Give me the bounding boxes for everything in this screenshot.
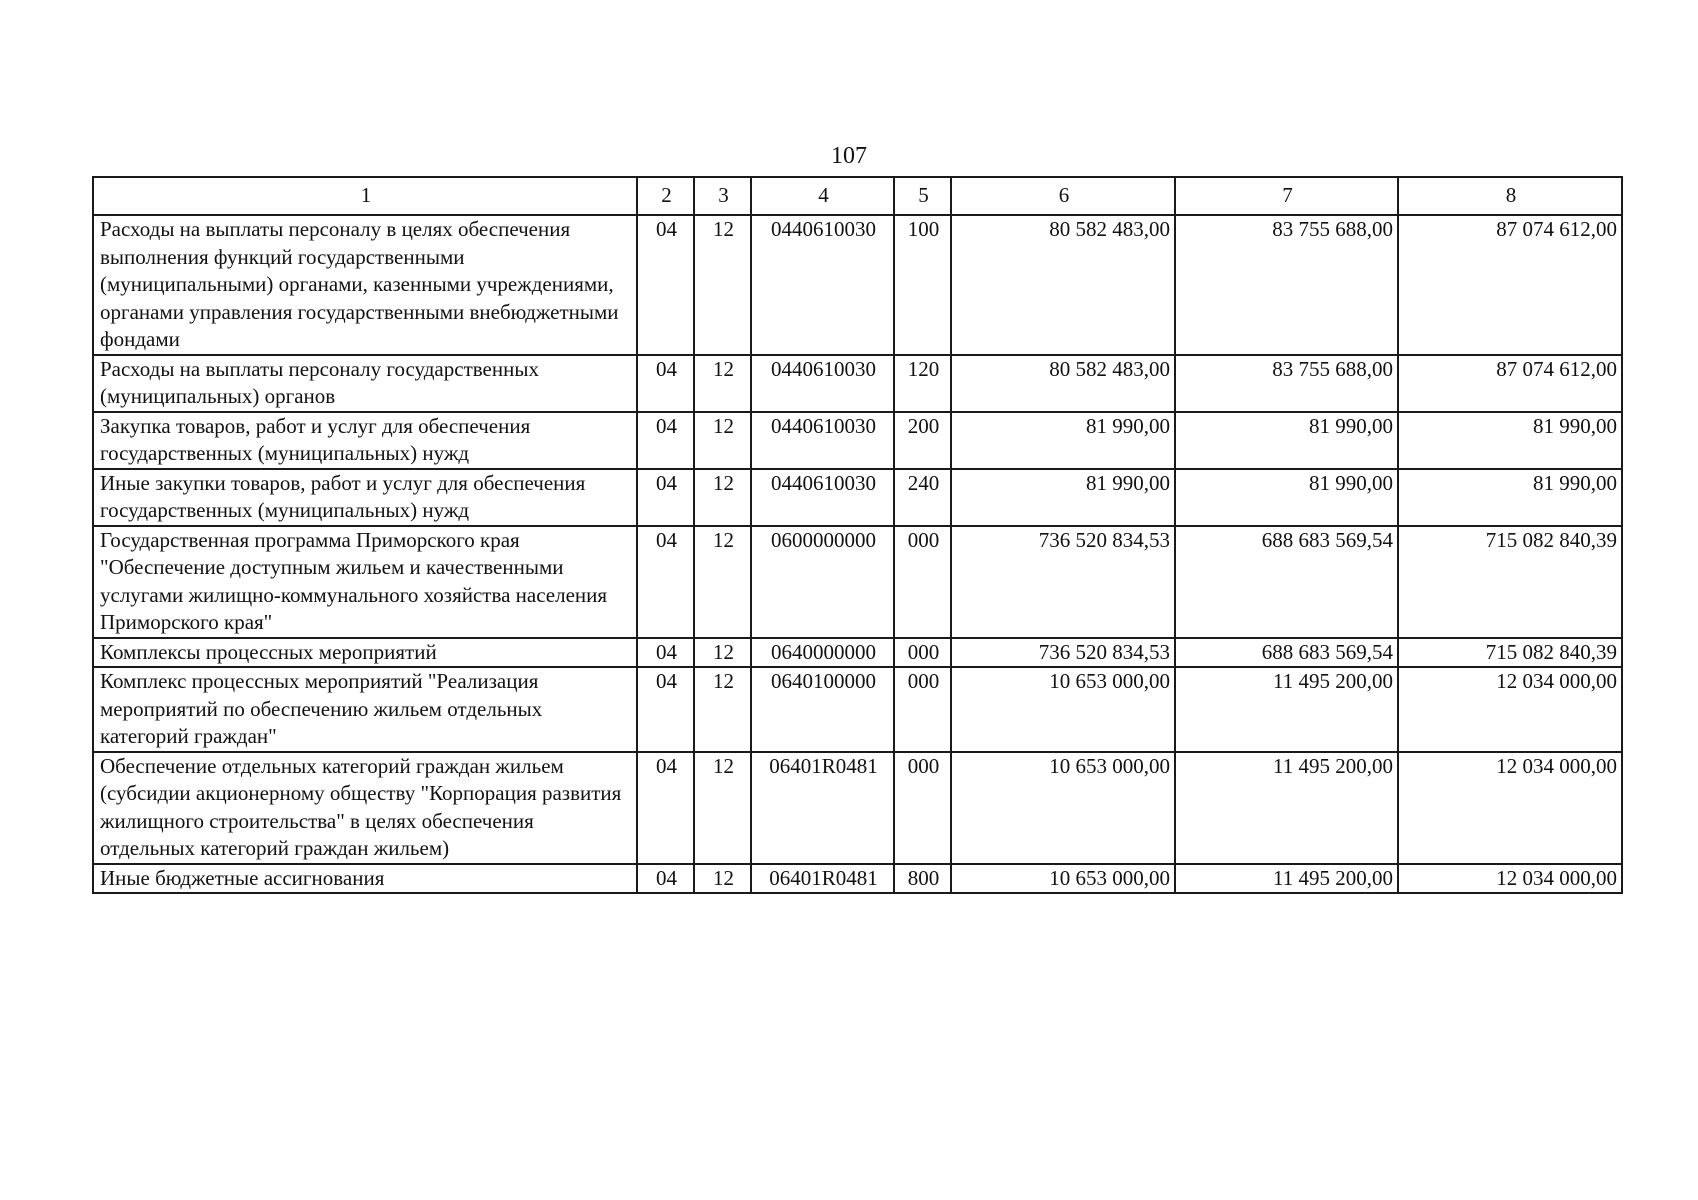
- subsection-code: 12: [694, 355, 751, 412]
- target-article-code: 06401R0481: [751, 864, 894, 894]
- expense-type-code: 120: [894, 355, 951, 412]
- column-header: 3: [694, 177, 751, 215]
- subsection-code: 12: [694, 638, 751, 668]
- table-row: [93, 355, 1622, 412]
- expense-name: Иные закупки товаров, работ и услуг для обеспечения государственных (муниципальных) нужд: [93, 469, 637, 526]
- expense-name: Закупка товаров, работ и услуг для обеспечения государственных (муниципальных) нужд: [93, 412, 637, 469]
- column-header: 7: [1175, 177, 1398, 215]
- amount-col7: 11 495 200,00: [1175, 864, 1398, 894]
- subsection-code: 12: [694, 469, 751, 526]
- table-row: [93, 215, 1622, 355]
- subsection-code: 12: [694, 526, 751, 638]
- expense-name: Комплекс процессных мероприятий "Реализация мероприятий по обеспечению жильем отдельных категорий граждан": [93, 667, 637, 752]
- column-header: 8: [1398, 177, 1622, 215]
- column-header: 6: [951, 177, 1175, 215]
- expense-name: Государственная программа Приморского края "Обеспечение доступным жильем и качественными услугами жилищно-коммунального хозяйства населения Приморского края": [93, 526, 637, 638]
- target-article-code: 0600000000: [751, 526, 894, 638]
- target-article-code: 0440610030: [751, 412, 894, 469]
- amount-col7: 688 683 569,54: [1175, 638, 1398, 668]
- target-article-code: 0640000000: [751, 638, 894, 668]
- column-number-row: [93, 177, 1622, 215]
- subsection-code: 12: [694, 412, 751, 469]
- expense-type-code: 000: [894, 752, 951, 864]
- table-row: [93, 526, 1622, 638]
- section-code: 04: [637, 215, 694, 355]
- target-article-code: 0440610030: [751, 469, 894, 526]
- amount-col6: 736 520 834,53: [951, 638, 1175, 668]
- section-code: 04: [637, 526, 694, 638]
- amount-col7: 11 495 200,00: [1175, 667, 1398, 752]
- page-number: 107: [831, 143, 867, 169]
- expense-type-code: 800: [894, 864, 951, 894]
- amount-col8: 87 074 612,00: [1398, 355, 1622, 412]
- table-row: [93, 667, 1622, 752]
- table-row: [93, 864, 1622, 894]
- expense-type-code: 000: [894, 638, 951, 668]
- table-row: [93, 752, 1622, 864]
- amount-col6: 80 582 483,00: [951, 355, 1175, 412]
- section-code: 04: [637, 469, 694, 526]
- expense-type-code: 240: [894, 469, 951, 526]
- target-article-code: 0440610030: [751, 215, 894, 355]
- section-code: 04: [637, 667, 694, 752]
- amount-col7: 81 990,00: [1175, 469, 1398, 526]
- amount-col8: 715 082 840,39: [1398, 638, 1622, 668]
- section-code: 04: [637, 864, 694, 894]
- table-row: [93, 469, 1622, 526]
- column-header: 2: [637, 177, 694, 215]
- amount-col8: 715 082 840,39: [1398, 526, 1622, 638]
- subsection-code: 12: [694, 215, 751, 355]
- expense-type-code: 000: [894, 526, 951, 638]
- table-row: [93, 412, 1622, 469]
- target-article-code: 0640100000: [751, 667, 894, 752]
- expense-type-code: 000: [894, 667, 951, 752]
- amount-col6: 10 653 000,00: [951, 752, 1175, 864]
- column-header: 1: [93, 177, 637, 215]
- amount-col7: 11 495 200,00: [1175, 752, 1398, 864]
- amount-col7: 81 990,00: [1175, 412, 1398, 469]
- section-code: 04: [637, 412, 694, 469]
- section-code: 04: [637, 752, 694, 864]
- amount-col6: 10 653 000,00: [951, 667, 1175, 752]
- amount-col7: 83 755 688,00: [1175, 355, 1398, 412]
- section-code: 04: [637, 638, 694, 668]
- expense-name: Расходы на выплаты персоналу государственных (муниципальных) органов: [93, 355, 637, 412]
- amount-col6: 81 990,00: [951, 469, 1175, 526]
- target-article-code: 06401R0481: [751, 752, 894, 864]
- expense-name: Обеспечение отдельных категорий граждан жильем (субсидии акционерному обществу "Корпорация развития жилищного строительства" в целях обеспечения отдельных категорий граждан жильем): [93, 752, 637, 864]
- subsection-code: 12: [694, 752, 751, 864]
- subsection-code: 12: [694, 667, 751, 752]
- amount-col7: 688 683 569,54: [1175, 526, 1398, 638]
- amount-col8: 12 034 000,00: [1398, 667, 1622, 752]
- amount-col6: 80 582 483,00: [951, 215, 1175, 355]
- amount-col8: 87 074 612,00: [1398, 215, 1622, 355]
- target-article-code: 0440610030: [751, 355, 894, 412]
- expense-type-code: 100: [894, 215, 951, 355]
- amount-col8: 12 034 000,00: [1398, 864, 1622, 894]
- amount-col8: 12 034 000,00: [1398, 752, 1622, 864]
- expense-name: Иные бюджетные ассигнования: [93, 864, 637, 894]
- amount-col6: 81 990,00: [951, 412, 1175, 469]
- budget-table: [92, 176, 1623, 894]
- amount-col6: 736 520 834,53: [951, 526, 1175, 638]
- subsection-code: 12: [694, 864, 751, 894]
- amount-col8: 81 990,00: [1398, 469, 1622, 526]
- column-header: 4: [751, 177, 894, 215]
- section-code: 04: [637, 355, 694, 412]
- column-header: 5: [894, 177, 951, 215]
- table-row: [93, 638, 1622, 668]
- amount-col6: 10 653 000,00: [951, 864, 1175, 894]
- amount-col8: 81 990,00: [1398, 412, 1622, 469]
- expense-name: Расходы на выплаты персоналу в целях обеспечения выполнения функций государственными (муниципальными) органами, казенными учреждениями, органами управления государственными внебюджетными фондами: [93, 215, 637, 355]
- amount-col7: 83 755 688,00: [1175, 215, 1398, 355]
- expense-name: Комплексы процессных мероприятий: [93, 638, 637, 668]
- expense-type-code: 200: [894, 412, 951, 469]
